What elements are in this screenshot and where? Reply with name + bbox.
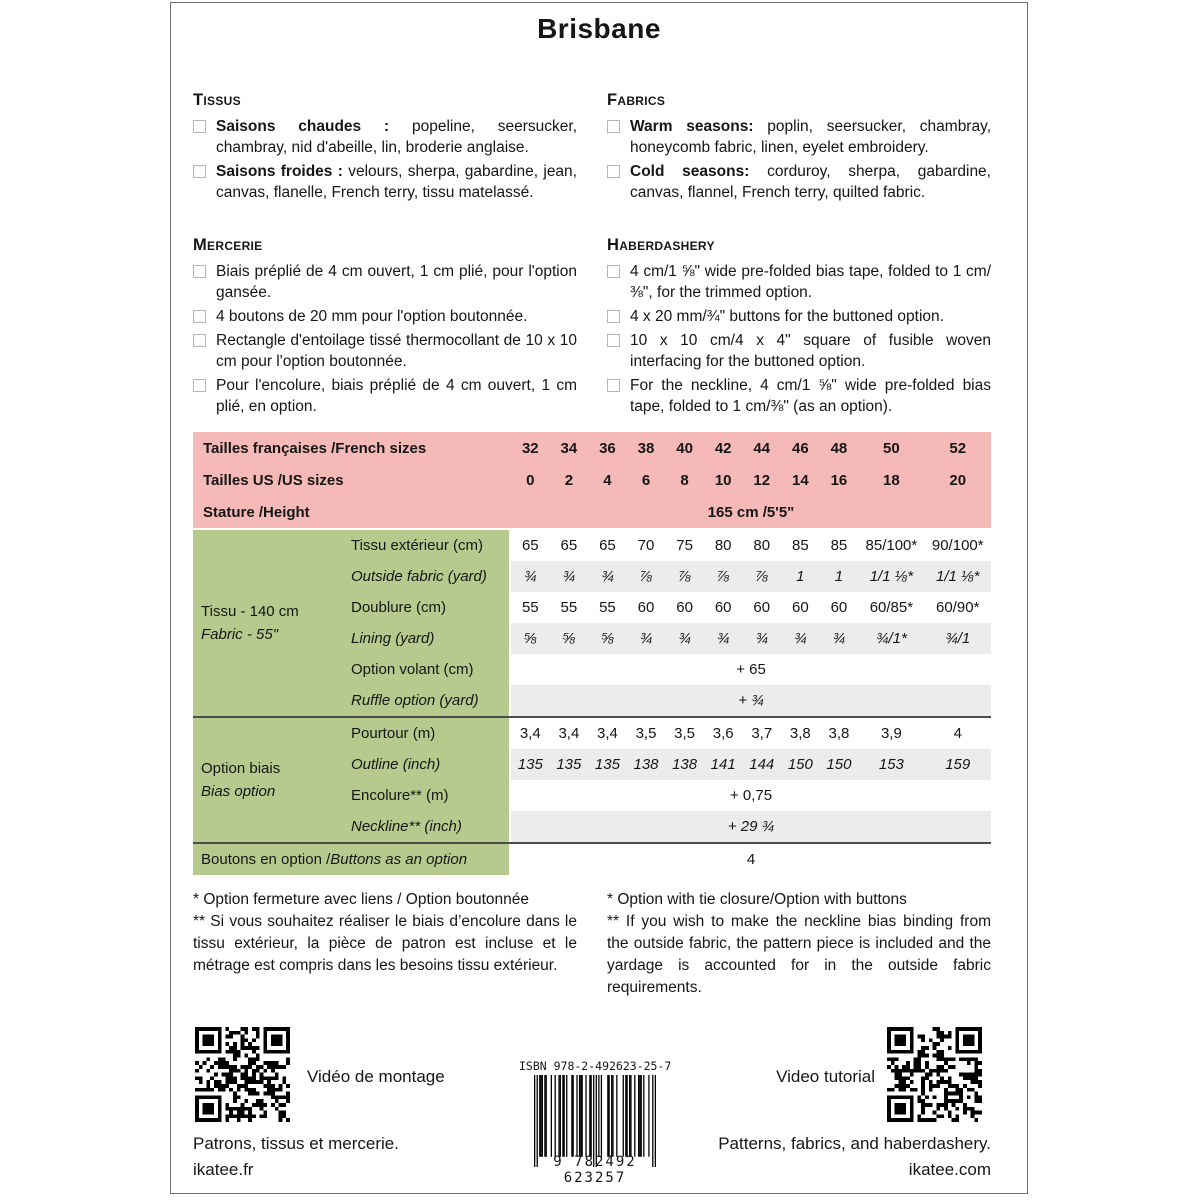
row-values: [511, 811, 991, 842]
value-cell: 85: [791, 537, 809, 554]
footnotes: [193, 889, 991, 999]
item-body: popeline, seersucker, chambray, nid d'abeille, lin, broderie anglaise.: [216, 118, 578, 157]
size-value-cell: 14: [791, 471, 809, 489]
isbn-barcode: [519, 1059, 671, 1186]
checkbox-icon: [193, 120, 206, 133]
size-value-cell: 16: [830, 471, 848, 489]
value-cell: ¾: [832, 630, 846, 647]
value-cell: ¾: [716, 630, 730, 647]
checkbox-icon: [607, 310, 620, 323]
value-cell: 60: [830, 599, 848, 616]
value-cell: 135: [594, 756, 620, 773]
buttons-count: 4: [746, 851, 756, 868]
value-cell: 55: [521, 599, 539, 616]
value-cell: 141: [710, 756, 736, 773]
value-cell: 60: [753, 599, 771, 616]
list-item: [607, 330, 991, 372]
value-cell: 60/90*: [936, 599, 980, 616]
value-cell: 135: [517, 756, 543, 773]
size-value-cell: 6: [641, 471, 651, 489]
notions-section: [193, 236, 991, 421]
footnote-line: * Option with tie closure/Option with buttons: [607, 891, 907, 908]
row-values: [511, 623, 991, 654]
size-value-cell: 48: [830, 439, 848, 457]
value-cell: 60/85*: [869, 599, 914, 616]
list-item-text: [630, 161, 991, 203]
value-cell: 3,7: [751, 725, 773, 742]
value-cell: 65: [560, 537, 578, 554]
item-lead: Cold seasons:: [630, 163, 750, 181]
barcode-digits: 9 782492 623257: [553, 1154, 637, 1186]
row-label: Option volant (cm): [319, 654, 509, 685]
size-value-cell: 32: [521, 439, 539, 457]
list-item: [193, 116, 577, 158]
row-label: Outside fabric (yard): [319, 561, 509, 592]
value-cell: 60: [637, 599, 655, 616]
value-cell: 55: [599, 599, 616, 616]
value-cell: ¾: [524, 568, 537, 585]
value-cell: 3,4: [519, 725, 541, 742]
size-value-cell: 52: [949, 439, 967, 457]
value-cell: 65: [521, 537, 539, 554]
row-label: Lining (yard): [319, 623, 509, 654]
fabric-requirements-group: [193, 530, 991, 716]
row-label: Neckline** (inch): [319, 811, 509, 842]
value-cell: ⅞: [639, 568, 653, 585]
value-cell: 1: [834, 568, 844, 585]
notions-column-fr: [193, 236, 577, 421]
value-cell: ⅞: [678, 568, 691, 585]
value-cell: ⅝: [524, 630, 537, 647]
group-label-fr: Tissu - 140 cm: [201, 602, 299, 620]
checkbox-icon: [607, 165, 620, 178]
footnote-line: ** Si vous souhaitez réaliser le biais d’encolure dans le tissu extérieur, la pièce de patron est incluse et le métrage est compris dans les besoins tissu extérieur.: [193, 913, 577, 974]
item-lead: Saisons chaudes :: [216, 118, 390, 135]
value-cell: 70: [637, 537, 655, 554]
item-lead: Saisons froides :: [216, 163, 343, 181]
list-item: [607, 116, 991, 158]
value-cell: 150: [826, 756, 852, 773]
row-values: [511, 530, 991, 561]
item-body: corduroy, sherpa, gabardine, canvas, flannel, French terry, quilted fabric.: [630, 163, 991, 202]
pattern-title: Brisbane: [537, 13, 661, 44]
list-item: [607, 375, 991, 417]
list-item-text: 4 boutons de 20 mm pour l'option boutonnée.: [216, 308, 528, 326]
value-cell: 3,5: [674, 725, 696, 742]
checkbox-icon: [193, 165, 206, 178]
value-cell: 3,6: [712, 725, 734, 742]
row-label: Doublure (cm): [319, 592, 509, 623]
value-cell: ⅞: [755, 568, 769, 585]
list-item: [607, 161, 991, 203]
value-cell: 3,9: [880, 725, 902, 742]
row-values: [511, 685, 991, 716]
size-value-cell: 10: [714, 471, 732, 489]
value-cell: ¾/1*: [875, 630, 907, 647]
brand-tagline-fr: [193, 1131, 399, 1183]
checkbox-icon: [193, 379, 206, 392]
size-value-cell: 0: [526, 471, 535, 489]
row-outside-fabric-yard: [319, 561, 991, 592]
list-item: [193, 161, 577, 203]
value-cell: 55: [560, 599, 578, 616]
size-value-cell: 2: [564, 471, 574, 489]
video-tutorial-label-en: Video tutorial: [776, 1067, 875, 1086]
footnote-line: ** If you wish to make the neckline bias binding from the outside fabric, the pattern piece is included and the yardage is accounted for in the outside fabric requirements.: [607, 913, 991, 996]
value-cell: ¾: [794, 630, 807, 647]
value-cell: ⅝: [601, 630, 614, 647]
size-value-cell: 40: [676, 439, 693, 457]
row-outline-m: [319, 718, 991, 749]
list-item-text: 4 cm/1 ⅝" wide pre-folded bias tape, folded to 1 cm/⅜", for the trimmed option.: [630, 263, 991, 302]
notions-en-heading: Haberdashery: [607, 236, 715, 254]
footnotes-fr: [193, 889, 577, 999]
checkbox-icon: [607, 120, 620, 133]
value-cell: 60: [676, 599, 693, 616]
row-label: Pourtour (m): [319, 718, 509, 749]
row-values: [511, 561, 991, 592]
value-cell: ⅞: [716, 568, 730, 585]
notions-column-en: [607, 236, 991, 421]
list-item-text: Biais préplié de 4 cm ouvert, 1 cm plié, pour l'option gansée.: [216, 263, 577, 302]
size-value-cell: 46: [791, 439, 809, 457]
row-ruffle-option-yard: [319, 685, 991, 716]
list-item-text: For the neckline, 4 cm/1 ⅝" wide pre-folded bias tape, folded to 1 cm/⅜" (as an option).: [630, 377, 991, 416]
value-cell: 138: [633, 756, 659, 773]
pattern-back-cover: [170, 2, 1028, 1194]
row-height: [193, 496, 991, 528]
value-cell: ¾: [678, 630, 691, 647]
footnotes-en: [607, 889, 991, 999]
row-neckline-inch: [319, 811, 991, 842]
list-item: [607, 306, 991, 327]
row-label: Outline (inch): [319, 749, 509, 780]
value-cell: 90/100*: [931, 537, 984, 554]
row-values: [511, 780, 991, 811]
row-values: [511, 749, 991, 780]
fabrics-en-heading: Fabrics: [607, 91, 666, 109]
group-label: [193, 530, 319, 716]
fabrics-column-fr: [193, 91, 577, 206]
size-value-cell: 12: [753, 471, 771, 489]
list-item: [607, 261, 991, 303]
value-cell: 3,8: [789, 725, 811, 742]
checkbox-icon: [607, 265, 620, 278]
row-label: Stature /Height: [203, 503, 310, 521]
checkbox-icon: [193, 310, 206, 323]
size-value-cell: 36: [599, 439, 616, 457]
row-label-fr: Boutons en option /: [201, 851, 331, 868]
size-table: [193, 432, 991, 875]
list-item-text: 10 x 10 cm/4 x 4" square of fusible woven interfacing for the buttoned option.: [630, 332, 991, 371]
website-fr: ikatee.fr: [193, 1160, 254, 1179]
value-cell: ¾/1: [945, 630, 971, 647]
row-label: Encolure** (m): [319, 780, 509, 811]
tagline-text: Patrons, tissus et mercerie.: [193, 1134, 399, 1153]
group-rows: [319, 718, 991, 842]
merged-value: + 29 ¾: [727, 818, 775, 835]
value-cell: ¾: [601, 568, 614, 585]
value-cell: 159: [945, 756, 971, 773]
size-value-cell: 20: [949, 471, 967, 489]
qr-code-video-fr: [195, 1027, 290, 1122]
merged-value: + 65: [736, 661, 766, 678]
merged-value: + 0,75: [729, 787, 773, 804]
row-label: Tissu extérieur (cm): [319, 530, 509, 561]
group-label-en: Fabric - 55": [201, 626, 279, 643]
row-lining-yard: [319, 623, 991, 654]
height-value: 165 cm /5'5": [707, 503, 795, 521]
merged-value: + ¾: [738, 692, 764, 709]
size-value-cell: 34: [560, 439, 578, 457]
website-en: ikatee.com: [908, 1160, 991, 1179]
size-value-cell: 44: [753, 439, 771, 457]
tagline-text: Patterns, fabrics, and haberdashery.: [718, 1134, 991, 1153]
value-cell: 1/1 ⅛*: [869, 568, 914, 585]
value-cell: 85/100*: [865, 537, 918, 554]
row-ruffle-option-cm: [319, 654, 991, 685]
fabrics-section: [193, 91, 991, 206]
size-value-cell: 50: [883, 439, 900, 457]
value-cell: 3,5: [635, 725, 657, 742]
footnote-line: * Option fermeture avec liens / Option boutonnée: [193, 891, 530, 908]
row-values: [511, 592, 991, 623]
size-value-cell: 4: [603, 471, 612, 489]
row-label: Tailles françaises /French sizes: [203, 439, 427, 457]
bias-option-group: [193, 718, 991, 842]
row-values: [511, 844, 991, 875]
value-cell: 3,4: [597, 725, 618, 742]
value-cell: ¾: [639, 630, 653, 647]
value-cell: 60: [714, 599, 732, 616]
row-values: [511, 718, 991, 749]
value-cell: 1/1 ⅛*: [936, 568, 980, 585]
value-cell: 135: [556, 756, 582, 773]
checkbox-icon: [193, 265, 206, 278]
group-label: [193, 718, 319, 842]
value-cell: 150: [787, 756, 813, 773]
fabrics-column-en: [607, 91, 991, 206]
row-label: Ruffle option (yard): [319, 685, 509, 716]
value-cell: 80: [753, 537, 771, 554]
size-value-cell: 8: [680, 471, 689, 489]
row-label: [193, 844, 509, 875]
group-rows: [319, 530, 991, 716]
video-tutorial-label-fr: Vidéo de montage: [307, 1067, 445, 1086]
brand-tagline-en: [718, 1131, 991, 1183]
notions-fr-heading: Mercerie: [193, 236, 263, 254]
value-cell: 75: [676, 537, 693, 554]
value-cell: ¾: [562, 568, 576, 585]
size-values: [511, 432, 991, 464]
height-value-wrap: [511, 496, 991, 528]
value-cell: ¾: [755, 630, 769, 647]
value-cell: 153: [878, 756, 904, 773]
size-values: [511, 464, 991, 496]
group-label-fr: Option biais: [201, 759, 281, 777]
isbn-label: ISBN 978-2-492623-25-7: [519, 1059, 672, 1073]
value-cell: 80: [714, 537, 732, 554]
value-cell: 4: [953, 725, 962, 742]
row-us-sizes: [193, 464, 991, 496]
row-outside-fabric-cm: [319, 530, 991, 561]
fabrics-fr-heading: Tissus: [193, 91, 241, 109]
value-cell: 1: [796, 568, 805, 585]
item-body: poplin, seersucker, chambray, honeycomb fabric, linen, eyelet embroidery.: [630, 118, 991, 157]
group-label-en: Bias option: [201, 783, 276, 800]
row-neckline-m: [319, 780, 991, 811]
row-outline-inch: [319, 749, 991, 780]
row-label: Tailles US /US sizes: [203, 471, 344, 489]
list-item: [193, 330, 577, 372]
list-item: [193, 306, 577, 327]
list-item-text: Pour l'encolure, biais préplié de 4 cm ouvert, 1 cm plié, en option.: [216, 377, 577, 416]
value-cell: 85: [830, 537, 848, 554]
qr-code-video-en: [887, 1027, 982, 1122]
checkbox-icon: [607, 334, 620, 347]
checkbox-icon: [193, 334, 206, 347]
list-item-text: 4 x 20 mm/¾" buttons for the buttoned option.: [630, 308, 944, 326]
list-item-text: [630, 116, 991, 158]
list-item-text: [216, 116, 577, 158]
value-cell: 3,8: [828, 725, 850, 742]
row-buttons-option: [193, 844, 991, 875]
size-value-cell: 18: [883, 471, 900, 489]
checkbox-icon: [607, 379, 620, 392]
value-cell: 3,4: [558, 725, 580, 742]
size-value-cell: 38: [637, 439, 655, 457]
row-french-sizes: [193, 432, 991, 464]
size-value-cell: 42: [714, 439, 732, 457]
list-item-text: [216, 161, 577, 203]
row-label-en: Buttons as an option: [330, 851, 468, 868]
value-cell: 60: [791, 599, 809, 616]
list-item: [193, 375, 577, 417]
row-values: [511, 654, 991, 685]
list-item-text: Rectangle d'entoilage tissé thermocollant de 10 x 10 cm pour l'option boutonnée.: [216, 332, 577, 371]
list-item: [193, 261, 577, 303]
row-lining-cm: [319, 592, 991, 623]
value-cell: ⅝: [562, 630, 576, 647]
value-cell: 138: [672, 756, 698, 773]
item-body: velours, sherpa, gabardine, jean, canvas, flanelle, French terry, tissu matelassé.: [216, 163, 577, 202]
value-cell: 144: [749, 756, 775, 773]
item-lead: Warm seasons:: [630, 118, 754, 135]
value-cell: 65: [599, 537, 616, 554]
